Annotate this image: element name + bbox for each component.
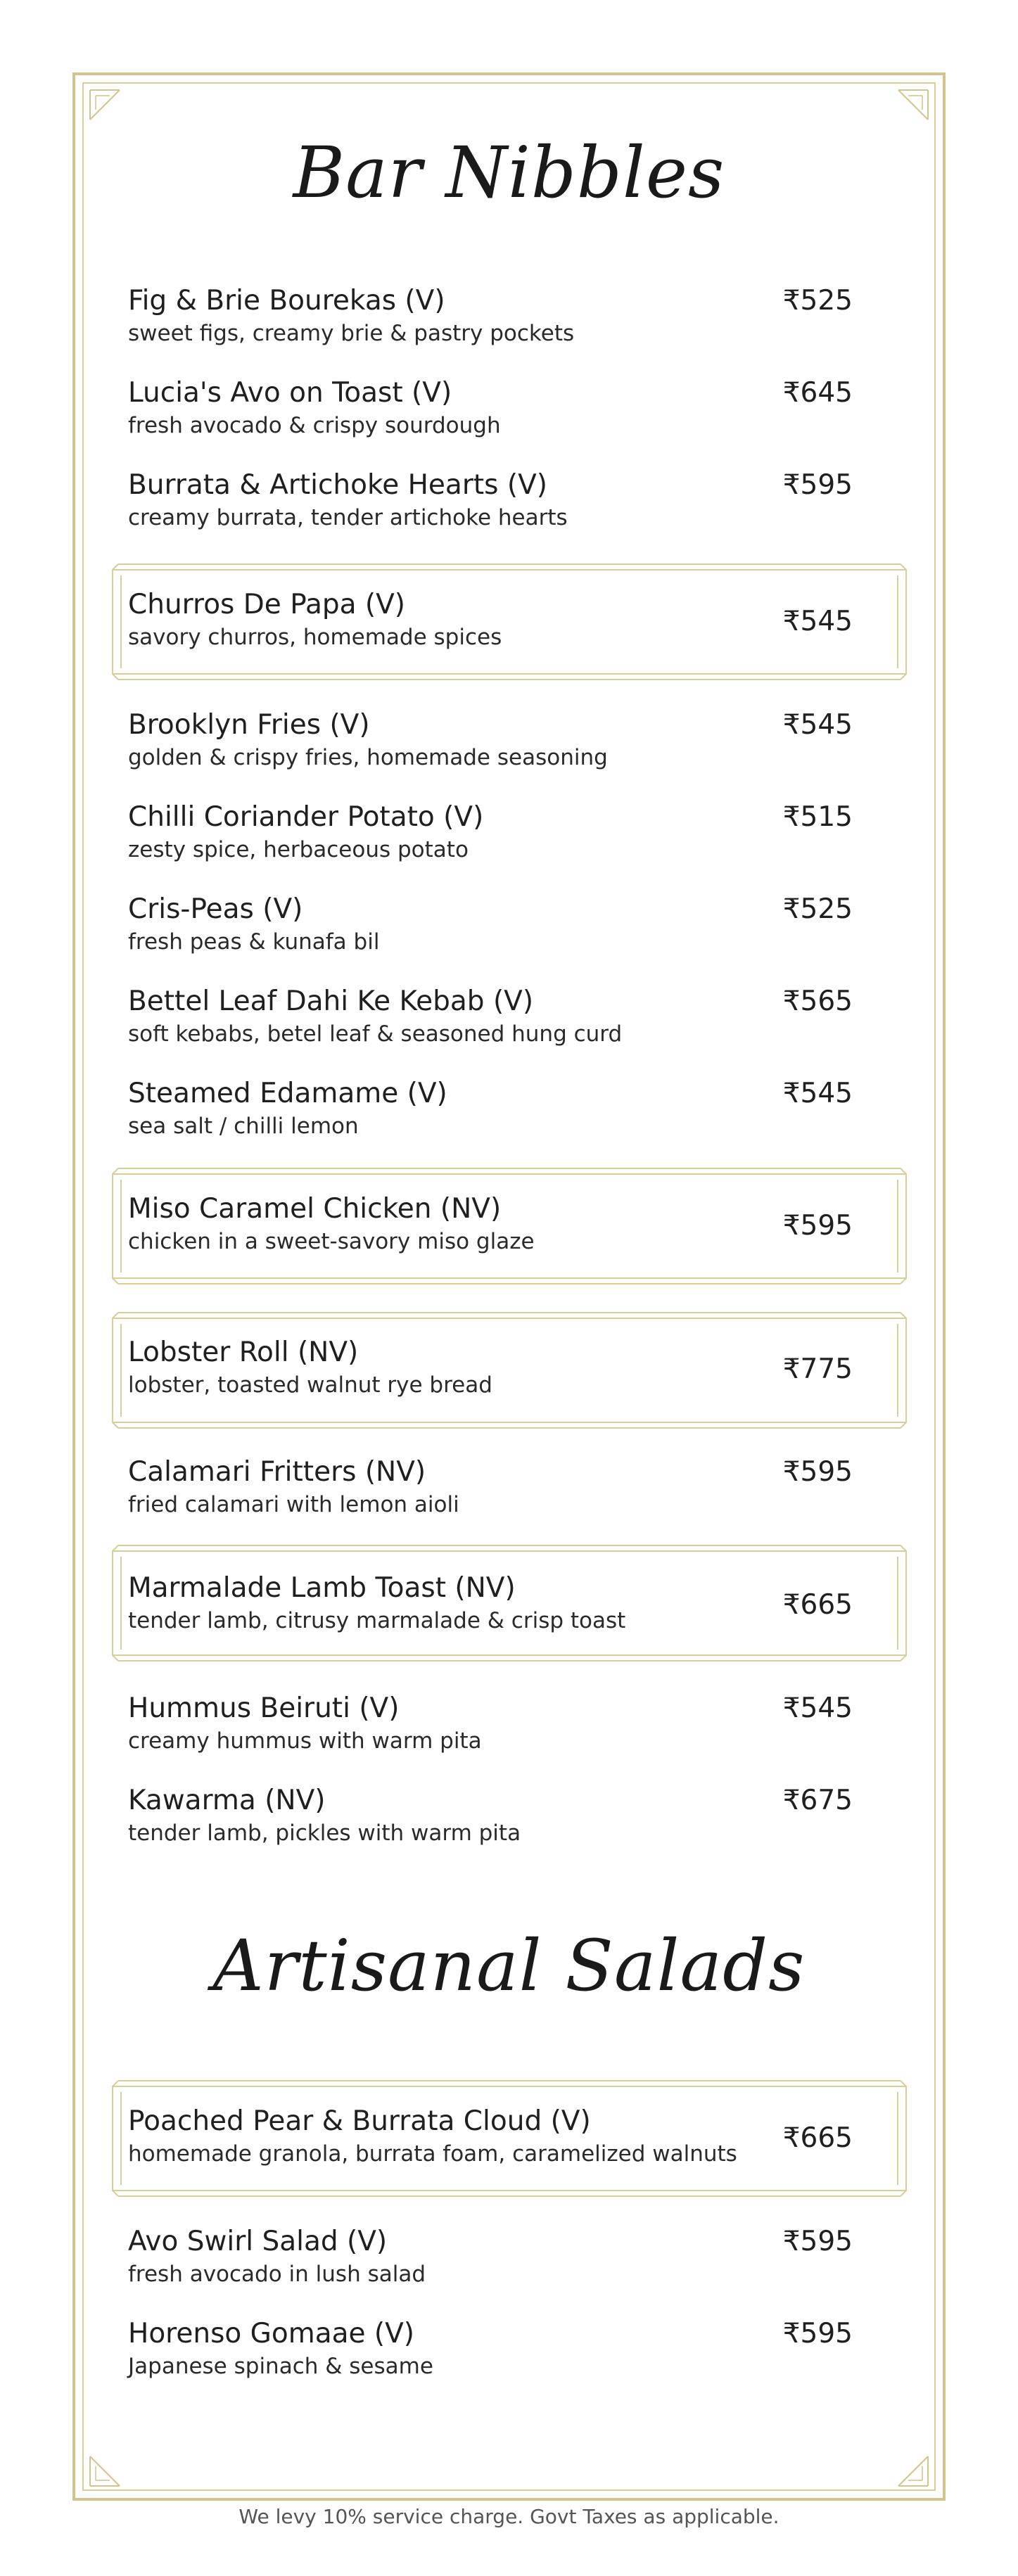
item-name: Hummus Beiruti (V): [128, 1692, 400, 1724]
item-price: ₹595: [782, 2226, 853, 2257]
item-name: Brooklyn Fries (V): [128, 709, 370, 741]
section-title-artisanal-salads: Artisanal Salads: [212, 1925, 806, 2007]
item-name: Kawarma (NV): [128, 1785, 326, 1816]
item-price: ₹675: [782, 1785, 853, 1816]
menu-item-featured: [128, 1336, 853, 1413]
item-name: Marmalade Lamb Toast (NV): [128, 1572, 516, 1604]
menu-item: [128, 708, 853, 786]
item-description: tender lamb, citrusy marmalade & crisp toast: [128, 1608, 626, 1633]
item-description: sea salt / chilli lemon: [128, 1114, 359, 1139]
item-price: ₹545: [782, 1692, 853, 1724]
corner-ornament-icon: [897, 89, 929, 121]
menu-item: [128, 468, 853, 546]
item-description: Japanese spinach & sesame: [128, 2354, 433, 2379]
menu-item: [128, 376, 853, 454]
item-price: ₹525: [782, 285, 853, 317]
menu-item: [128, 1455, 853, 1533]
corner-ornament-icon: [897, 2455, 929, 2487]
item-description: soft kebabs, betel leaf & seasoned hung curd: [128, 1021, 623, 1047]
menu-item: [128, 1692, 853, 1769]
item-price: ₹545: [782, 1078, 853, 1109]
item-description: golden & crispy fries, homemade seasoning: [128, 745, 608, 770]
item-price: ₹665: [782, 1589, 853, 1621]
menu-item: [128, 1784, 853, 1861]
menu-item-featured: [128, 2105, 853, 2182]
item-price: ₹595: [782, 2318, 853, 2349]
item-price: ₹645: [782, 377, 853, 409]
menu-item-featured: [128, 588, 853, 665]
section-title-bar-nibbles: Bar Nibbles: [293, 132, 725, 214]
menu-item: [128, 2225, 853, 2302]
item-price: ₹595: [782, 1456, 853, 1488]
item-name: Steamed Edamame (V): [128, 1078, 447, 1109]
item-name: Poached Pear & Burrata Cloud (V): [128, 2105, 591, 2137]
item-description: sweet figs, creamy brie & pastry pockets: [128, 321, 575, 346]
menu-item: [128, 893, 853, 970]
item-price: ₹525: [782, 893, 853, 925]
item-description: creamy hummus with warm pita: [128, 1728, 482, 1754]
item-name: Miso Caramel Chicken (NV): [128, 1193, 502, 1225]
item-description: fried calamari with lemon aioli: [128, 1492, 459, 1517]
item-name: Avo Swirl Salad (V): [128, 2226, 388, 2257]
menu-item: [128, 284, 853, 362]
item-description: fresh peas & kunafa bil: [128, 929, 380, 955]
item-name: Cris-Peas (V): [128, 893, 303, 925]
item-name: Chilli Coriander Potato (V): [128, 801, 484, 833]
item-description: homemade granola, burrata foam, caramelized walnuts: [128, 2141, 737, 2167]
menu-item: [128, 801, 853, 878]
corner-ornament-icon: [89, 89, 121, 121]
item-name: Churros De Papa (V): [128, 589, 406, 620]
item-price: ₹775: [782, 1353, 853, 1385]
item-name: Calamari Fritters (NV): [128, 1456, 426, 1488]
item-name: Burrata & Artichoke Hearts (V): [128, 469, 547, 501]
item-description: fresh avocado & crispy sourdough: [128, 413, 501, 438]
item-name: Lucia's Avo on Toast (V): [128, 377, 452, 409]
item-name: Horenso Gomaae (V): [128, 2318, 415, 2349]
menu-item: [128, 1077, 853, 1154]
item-description: lobster, toasted walnut rye bread: [128, 1372, 492, 1398]
item-name: Fig & Brie Bourekas (V): [128, 285, 445, 317]
item-price: ₹595: [782, 469, 853, 501]
item-description: fresh avocado in lush salad: [128, 2262, 426, 2287]
item-description: savory churros, homemade spices: [128, 625, 502, 650]
menu-item: [128, 2317, 853, 2395]
menu-item-featured: [128, 1571, 853, 1649]
item-price: ₹515: [782, 801, 853, 833]
item-price: ₹595: [782, 1210, 853, 1242]
item-name: Bettel Leaf Dahi Ke Kebab (V): [128, 986, 534, 1017]
item-description: chicken in a sweet-savory miso glaze: [128, 1229, 535, 1254]
menu-item-featured: [128, 1192, 853, 1270]
item-description: tender lamb, pickles with warm pita: [128, 1821, 521, 1846]
item-description: creamy burrata, tender artichoke hearts: [128, 505, 568, 530]
item-name: Lobster Roll (NV): [128, 1337, 359, 1368]
item-price: ₹565: [782, 986, 853, 1017]
item-description: zesty spice, herbaceous potato: [128, 837, 469, 862]
item-price: ₹545: [782, 709, 853, 741]
item-price: ₹665: [782, 2122, 853, 2154]
corner-ornament-icon: [89, 2455, 121, 2487]
footer-note: We levy 10% service charge. Govt Taxes as applicable.: [238, 2505, 780, 2528]
menu-item: [128, 985, 853, 1062]
item-price: ₹545: [782, 606, 853, 637]
